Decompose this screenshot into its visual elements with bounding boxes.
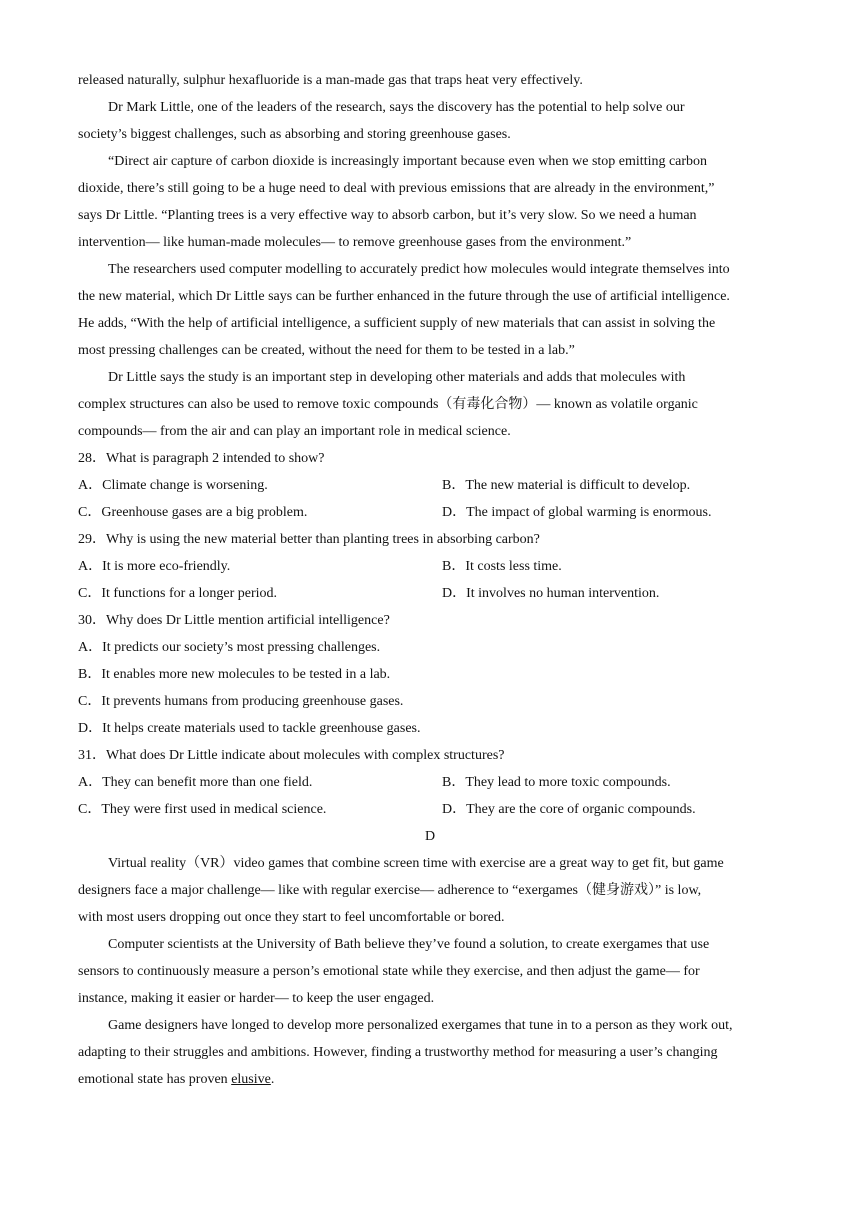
option-row: [78, 472, 792, 499]
option-row: [78, 796, 792, 823]
passage-line: Dr Mark Little, one of the leaders of the research, says the discovery has the potential to help solve our: [108, 100, 685, 115]
option-d: D．The impact of global warming is enormous.: [442, 505, 712, 520]
line-text: emotional state has proven: [78, 1072, 232, 1087]
passage-c: [78, 67, 792, 445]
passage-line: released naturally, sulphur hexafluoride is a man-made gas that traps heat very effectively.: [78, 73, 583, 88]
option-d: D．They are the core of organic compounds.: [442, 802, 696, 817]
option-c: C．It prevents humans from producing greenhouse gases.: [78, 694, 404, 709]
option-b: B．The new material is difficult to develop.: [442, 478, 691, 493]
option-d: D．It involves no human intervention.: [442, 586, 660, 601]
option-b: B．They lead to more toxic compounds.: [442, 775, 671, 790]
passage-line: intervention— like human-made molecules— to remove greenhouse gases from the environment.”: [78, 235, 632, 250]
passage-line: “Direct air capture of carbon dioxide is increasingly important because even when we stop emitting carbon: [108, 154, 708, 169]
question-31: [78, 742, 792, 823]
passage-line: He adds, “With the help of artificial intelligence, a sufficient supply of new materials that can assist in solving the: [78, 316, 716, 331]
question-30: [78, 607, 792, 742]
passage-line: society’s biggest challenges, such as absorbing and storing greenhouse gases.: [78, 127, 511, 142]
option-b: B．It enables more new molecules to be tested in a lab.: [78, 667, 391, 682]
question-stem: 30．Why does Dr Little mention artificial intelligence?: [78, 613, 390, 628]
option-row: [78, 769, 792, 796]
passage-line: instance, making it easier or harder— to keep the user engaged.: [78, 991, 435, 1006]
exam-page: [78, 67, 792, 1093]
option-a: A．It is more eco-friendly.: [78, 559, 231, 574]
passage-line: adapting to their struggles and ambitions. However, finding a trustworthy method for measuring a user’s changing: [78, 1045, 718, 1060]
option-row: [78, 580, 792, 607]
passage-line: Virtual reality（VR）video games that combine screen time with exercise are a great way to get fit, but game: [108, 856, 724, 871]
question-28: [78, 445, 792, 526]
passage-line: the new material, which Dr Little says can be further enhanced in the future through the use of artificial intelligence.: [78, 289, 730, 304]
passage-line: [78, 1066, 792, 1093]
passage-line: compounds— from the air and can play an important role in medical science.: [78, 424, 511, 439]
passage-line: dioxide, there’s still going to be a huge need to deal with previous emissions that are already in the environment,”: [78, 181, 715, 196]
option-row: [78, 553, 792, 580]
underlined-word: elusive: [231, 1072, 271, 1087]
passage-d: [78, 823, 792, 1093]
line-text: .: [270, 1072, 275, 1087]
option-c: C．It functions for a longer period.: [78, 586, 278, 601]
option-d: D．It helps create materials used to tackle greenhouse gases.: [78, 721, 421, 736]
section-title: D: [424, 829, 436, 844]
passage-line: Computer scientists at the University of Bath believe they’ve found a solution, to create exergames that use: [108, 937, 710, 952]
option-c: C．Greenhouse gases are a big problem.: [78, 505, 308, 520]
passage-line: Dr Little says the study is an important step in developing other materials and adds that molecules with: [108, 370, 686, 385]
question-stem: 31．What does Dr Little indicate about molecules with complex structures?: [78, 748, 505, 763]
passage-line: most pressing challenges can be created, without the need for them to be tested in a lab.”: [78, 343, 575, 358]
option-a: A．It predicts our society’s most pressing challenges.: [78, 640, 381, 655]
passage-line: with most users dropping out once they start to feel uncomfortable or bored.: [78, 910, 505, 925]
option-b: B．It costs less time.: [442, 559, 562, 574]
question-stem: 28．What is paragraph 2 intended to show?: [78, 451, 325, 466]
passage-line: complex structures can also be used to remove toxic compounds（有毒化合物）— known as volatile organic: [78, 397, 698, 412]
passage-line: sensors to continuously measure a person’s emotional state while they exercise, and then adjust the game— for: [78, 964, 700, 979]
option-a: A．Climate change is worsening.: [78, 478, 268, 493]
passage-line: designers face a major challenge— like with regular exercise— adherence to “exergames（健身游戏）” is low,: [78, 883, 702, 898]
option-c: C．They were first used in medical science.: [78, 802, 327, 817]
passage-line: says Dr Little. “Planting trees is a very effective way to absorb carbon, but it’s very slow. So we need a human: [78, 208, 697, 223]
passage-line: The researchers used computer modelling to accurately predict how molecules would integrate themselves into: [108, 262, 730, 277]
question-stem: 29．Why is using the new material better than planting trees in absorbing carbon?: [78, 532, 540, 547]
option-a: A．They can benefit more than one field.: [78, 775, 313, 790]
passage-line: Game designers have longed to develop more personalized exergames that tune in to a person as they work out,: [108, 1018, 733, 1033]
question-29: [78, 526, 792, 607]
option-row: [78, 499, 792, 526]
